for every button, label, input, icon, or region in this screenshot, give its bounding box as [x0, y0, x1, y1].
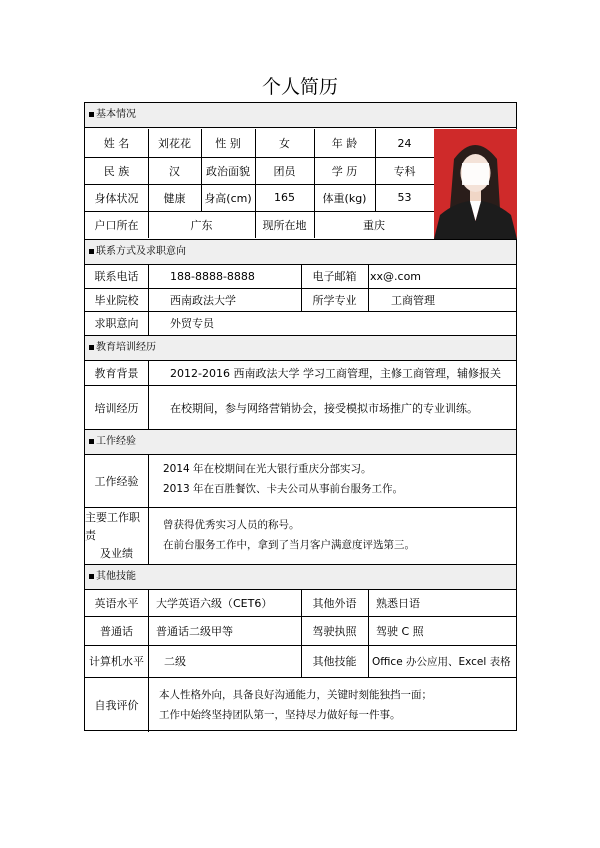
- value-training: 在校期间，参与网络营销协会，接受模拟市场推广的专业训练。: [170, 401, 478, 415]
- value-gender: 女: [279, 137, 290, 150]
- label-gender: 性 别: [215, 137, 241, 150]
- value-school: 西南政法大学: [170, 293, 236, 307]
- value-ethnic: 汉: [169, 164, 180, 178]
- label-phone: 联系电话: [94, 270, 139, 283]
- label-english: 英语水平: [94, 596, 139, 610]
- resume-table: [84, 102, 517, 731]
- section-edu: 教育培训经历: [85, 335, 516, 361]
- label-driving: 驾驶执照: [312, 624, 357, 638]
- value-mandarin: 普通话二级甲等: [156, 624, 233, 638]
- label-hukou: 户口所在: [94, 218, 139, 232]
- value-foreign: 熟悉日语: [376, 596, 420, 610]
- value-age: 24: [397, 136, 412, 150]
- value-phone: 188-8888-8888: [170, 269, 255, 283]
- value-email: xx@.com: [370, 269, 422, 283]
- value-computer: 二级: [164, 655, 186, 668]
- page-title: 个人简历: [261, 76, 338, 98]
- value-degree: 专科: [393, 164, 416, 178]
- profile-photo: [434, 129, 517, 239]
- work-exp-item: 2014 年在校期间在光大银行重庆分部实习。: [163, 463, 372, 475]
- label-edu-bg: 教育背景: [94, 366, 139, 380]
- label-ethnic: 民 族: [103, 164, 130, 178]
- label-name: 姓 名: [103, 137, 130, 150]
- self-eval-text: [159, 685, 432, 725]
- label-degree: 学 历: [331, 164, 358, 178]
- value-driving: 驾驶 C 照: [376, 624, 424, 638]
- label-foreign: 其他外语: [312, 596, 357, 610]
- value-height: 165: [274, 191, 295, 204]
- duty-item: 曾获得优秀实习人员的称号。: [163, 519, 300, 531]
- label-intent: 求职意向: [94, 317, 139, 330]
- value-intent: 外贸专员: [170, 317, 214, 330]
- value-major: 工商管理: [391, 293, 435, 307]
- value-residence: 重庆: [363, 218, 385, 232]
- value-english: 大学英语六级（CET6）: [156, 596, 273, 610]
- value-edu-bg: 2012-2016 西南政法大学 学习工商管理，主修工商管理，辅修报关: [170, 366, 501, 380]
- label-training: 培训经历: [94, 401, 139, 415]
- label-other-skill: 其他技能: [312, 655, 357, 668]
- value-political: 团员: [273, 164, 296, 178]
- section-basic: 基本情况: [85, 103, 516, 128]
- work-exp-item: 2013 年在百胜餐饮、卡夫公司从事前台服务工作。: [163, 483, 404, 495]
- label-political: 政治面貌: [206, 164, 250, 178]
- label-health: 身体状况: [94, 191, 139, 205]
- work-exp-list: [163, 459, 403, 499]
- value-hukou: 广东: [190, 218, 213, 232]
- duty-item: 在前台服务工作中，拿到了当月客户满意度评选第三。: [163, 539, 415, 551]
- label-school: 毕业院校: [94, 293, 139, 307]
- value-other-skill: Office 办公应用、Excel 表格: [372, 655, 511, 668]
- label-mandarin: 普通话: [100, 624, 133, 638]
- self-eval-line: 工作中始终坚持团队第一，坚持尽力做好每一件事。: [159, 709, 401, 721]
- label-computer: 计算机水平: [89, 655, 144, 668]
- label-major: 所学专业: [312, 293, 357, 307]
- label-duties: 主要工作职责 及业绩: [85, 510, 140, 560]
- label-residence: 现所在地: [262, 218, 307, 232]
- section-skills: 其他技能: [85, 564, 516, 590]
- value-weight: 53: [397, 191, 412, 204]
- value-health: 健康: [163, 191, 186, 205]
- duties-list: [163, 515, 415, 555]
- label-weight: 体重(kg): [322, 191, 367, 205]
- section-work: 工作经验: [85, 429, 516, 455]
- section-contact: 联系方式及求职意向: [85, 239, 516, 265]
- self-eval-line: 本人性格外向，具备良好沟通能力，关键时刻能独挡一面；: [159, 689, 432, 701]
- label-age: 年 龄: [331, 137, 358, 150]
- value-name: 刘花花: [158, 137, 191, 150]
- label-email: 电子邮箱: [312, 270, 357, 283]
- label-height: 身高(cm): [204, 191, 252, 205]
- label-work-exp: 工作经验: [94, 474, 139, 488]
- label-self-eval: 自我评价: [94, 698, 139, 712]
